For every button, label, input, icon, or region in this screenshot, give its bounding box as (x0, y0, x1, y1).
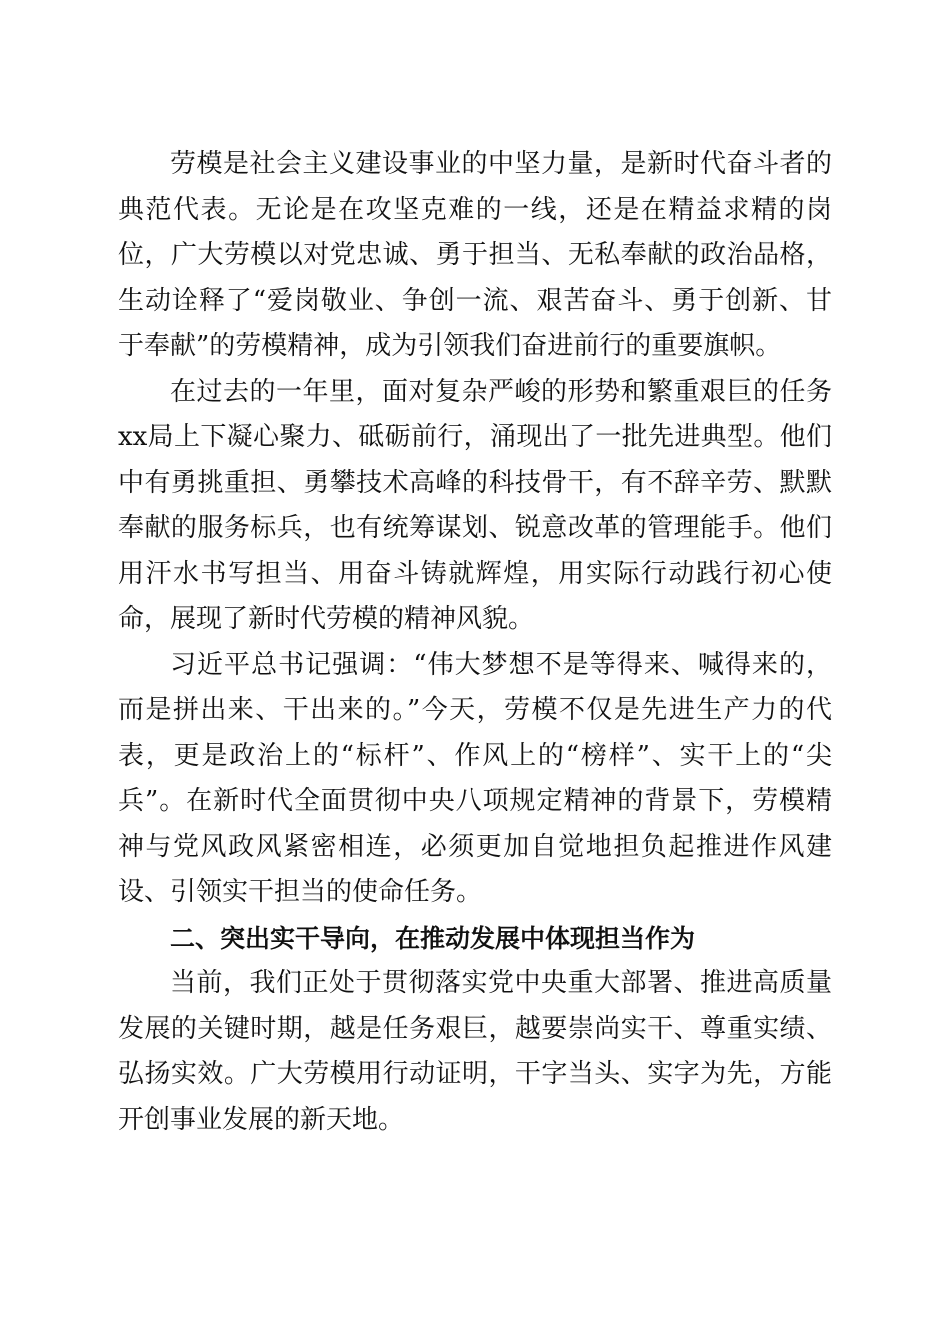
section-heading: 二、突出实干导向，在推动发展中体现担当作为 (170, 923, 696, 953)
paragraph-past-year-achievements: 在过去的一年里，面对复杂严峻的形势和繁重艰巨的任务xx局上下凝心聚力、砥砺前行，涌现出了一批先进典型。他们中有勇挑重担、勇攀技术高峰的科技骨干，有不辞辛劳、默默奉献的服务标兵，也有统筹谋划、锐意改革的管理能手。他们用汗水书写担当、用奋斗铸就辉煌，用实际行动践行初心使命，展现了新时代劳模的精神风貌。 (118, 376, 832, 634)
paragraph-xi-quote: 习近平总书记强调：“伟大梦想不是等得来、喊得来的，而是拼出来、干出来的。”今天，劳模不仅是先进生产力的代表，更是政治上的“标杆”、作风上的“榜样”、实干上的“尖兵”。在新时代全面贯彻中央八项规定精神的背景下，劳模精神与党风政风紧密相连，必须更加自觉地担负起推进作风建设、引领实干担当的使命任务。 (118, 649, 832, 907)
paragraph-current-period: 当前，我们正处于贯彻落实党中央重大部署、推进高质量发展的关键时期，越是任务艰巨，越要崇尚实干、尊重实绩、弘扬实效。广大劳模用行动证明，干字当头、实字为先，方能开创事业发展的新天地。 (118, 968, 832, 1135)
paragraph-model-workers-role: 劳模是社会主义建设事业的中坚力量，是新时代奋斗者的典范代表。无论是在攻坚克难的一线，还是在精益求精的岗位，广大劳模以对党忠诚、勇于担当、无私奉献的政治品格，生动诠释了“爱岗敬业、争创一流、艰苦奋斗、勇于创新、甘于奉献”的劳模精神，成为引领我们奋进前行的重要旗帜。 (118, 149, 832, 361)
document-body (118, 142, 832, 1143)
